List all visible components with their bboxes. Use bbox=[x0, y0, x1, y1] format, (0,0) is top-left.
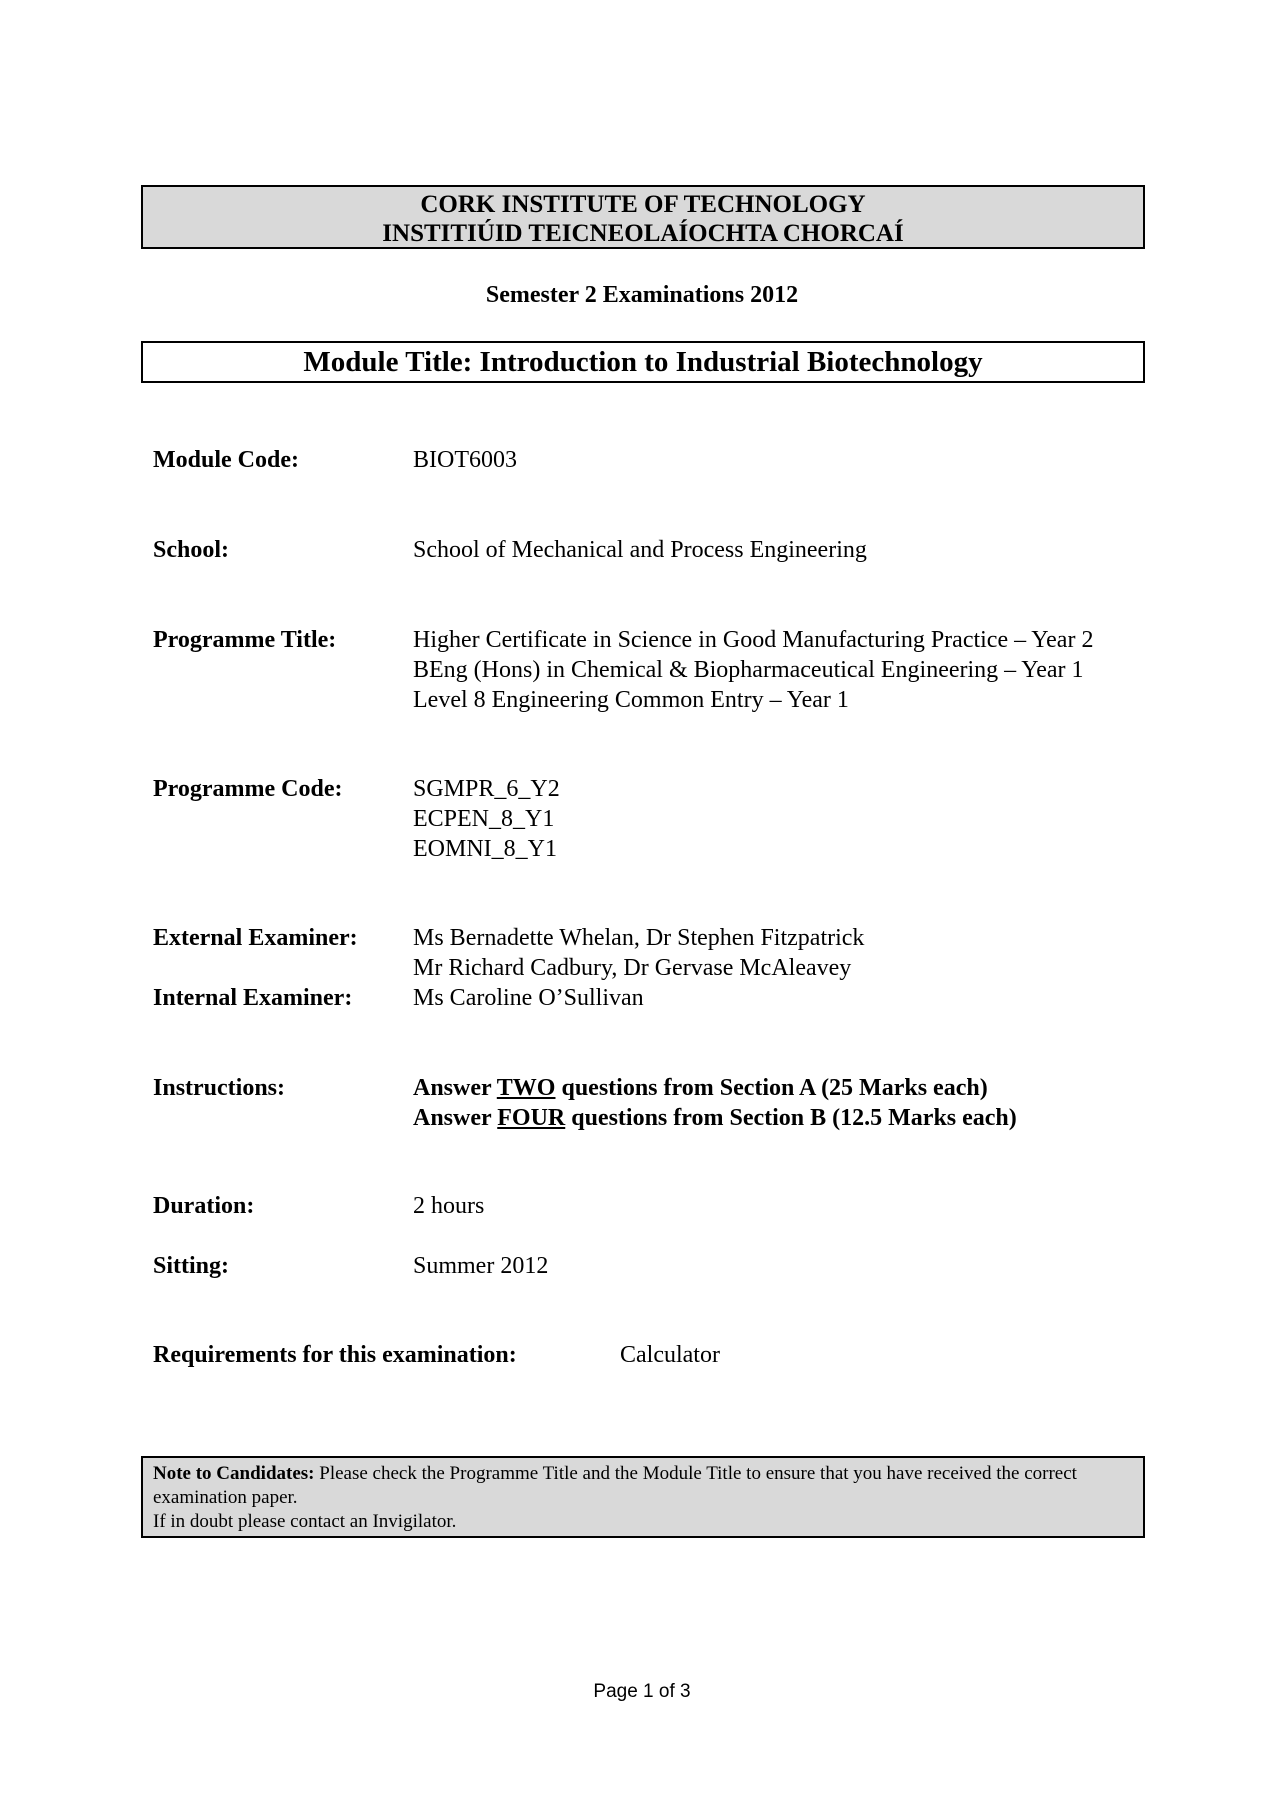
requirements-value: Calculator bbox=[620, 1342, 720, 1368]
instruction-line-section-a bbox=[413, 1073, 1017, 1103]
duration-value: 2 hours bbox=[413, 1193, 485, 1219]
sitting-value: Summer 2012 bbox=[413, 1253, 549, 1279]
instruction-line-section-b bbox=[413, 1103, 1017, 1133]
requirements-label: Requirements for this examination: bbox=[153, 1342, 517, 1368]
note-body bbox=[153, 1462, 1133, 1510]
page-number: Page 1 of 3 bbox=[593, 1681, 691, 1702]
external-examiner-label: External Examiner: bbox=[153, 925, 358, 951]
instruction-count-emphasis: FOUR bbox=[497, 1105, 566, 1131]
instruction-count-emphasis: TWO bbox=[496, 1075, 556, 1101]
programme-title-line: Level 8 Engineering Common Entry – Year 1 bbox=[413, 687, 849, 713]
semester-heading: Semester 2 Examinations 2012 bbox=[485, 282, 799, 308]
internal-examiner-value: Ms Caroline O’Sullivan bbox=[413, 985, 644, 1011]
programme-code-line: EOMNI_8_Y1 bbox=[413, 836, 557, 862]
programme-code-line: SGMPR_6_Y2 bbox=[413, 776, 560, 802]
duration-label: Duration: bbox=[153, 1193, 255, 1219]
sitting-label: Sitting: bbox=[153, 1253, 230, 1279]
note-line2: If in doubt please contact an Invigilator. bbox=[153, 1511, 457, 1532]
programme-title-line: BEng (Hons) in Chemical & Biopharmaceutical Engineering – Year 1 bbox=[413, 657, 1084, 683]
institute-name-irish: INSTITIÚID TEICNEOLAÍOCHTA CHORCAÍ bbox=[382, 220, 904, 247]
instruction-text: questions from Section B (12.5 Marks each) bbox=[565, 1105, 1017, 1131]
school-label: School: bbox=[153, 537, 230, 563]
instruction-text: Answer bbox=[413, 1075, 497, 1101]
institute-name-english: CORK INSTITUTE OF TECHNOLOGY bbox=[420, 191, 866, 218]
external-examiner-line: Mr Richard Cadbury, Dr Gervase McAleavey bbox=[413, 955, 852, 981]
programme-title-label: Programme Title: bbox=[153, 627, 337, 653]
programme-code-label: Programme Code: bbox=[153, 776, 343, 802]
school-value: School of Mechanical and Process Engineering bbox=[413, 537, 867, 563]
note-text: Please check the Programme Title and the Module Title to ensure that you have received the correct examination paper. bbox=[153, 1463, 1077, 1508]
programme-title-value bbox=[413, 625, 1093, 715]
programme-code-value bbox=[413, 774, 560, 864]
external-examiner-value bbox=[413, 923, 864, 983]
module-title: Module Title: Introduction to Industrial Biotechnology bbox=[141, 341, 1145, 383]
note-to-candidates bbox=[141, 1456, 1145, 1538]
module-code-label: Module Code: bbox=[153, 447, 299, 473]
programme-title-line: Higher Certificate in Science in Good Manufacturing Practice – Year 2 bbox=[413, 627, 1094, 653]
internal-examiner-label: Internal Examiner: bbox=[153, 985, 353, 1011]
instruction-text: Answer bbox=[413, 1105, 498, 1131]
instructions-label: Instructions: bbox=[153, 1075, 286, 1101]
institute-header bbox=[141, 185, 1145, 249]
module-code-value: BIOT6003 bbox=[413, 447, 517, 473]
instruction-text: questions from Section A (25 Marks each) bbox=[555, 1075, 988, 1101]
programme-code-line: ECPEN_8_Y1 bbox=[413, 806, 555, 832]
external-examiner-line: Ms Bernadette Whelan, Dr Stephen Fitzpatrick bbox=[413, 925, 865, 951]
note-label: Note to Candidates: bbox=[153, 1463, 315, 1484]
instructions-value bbox=[413, 1073, 1017, 1133]
